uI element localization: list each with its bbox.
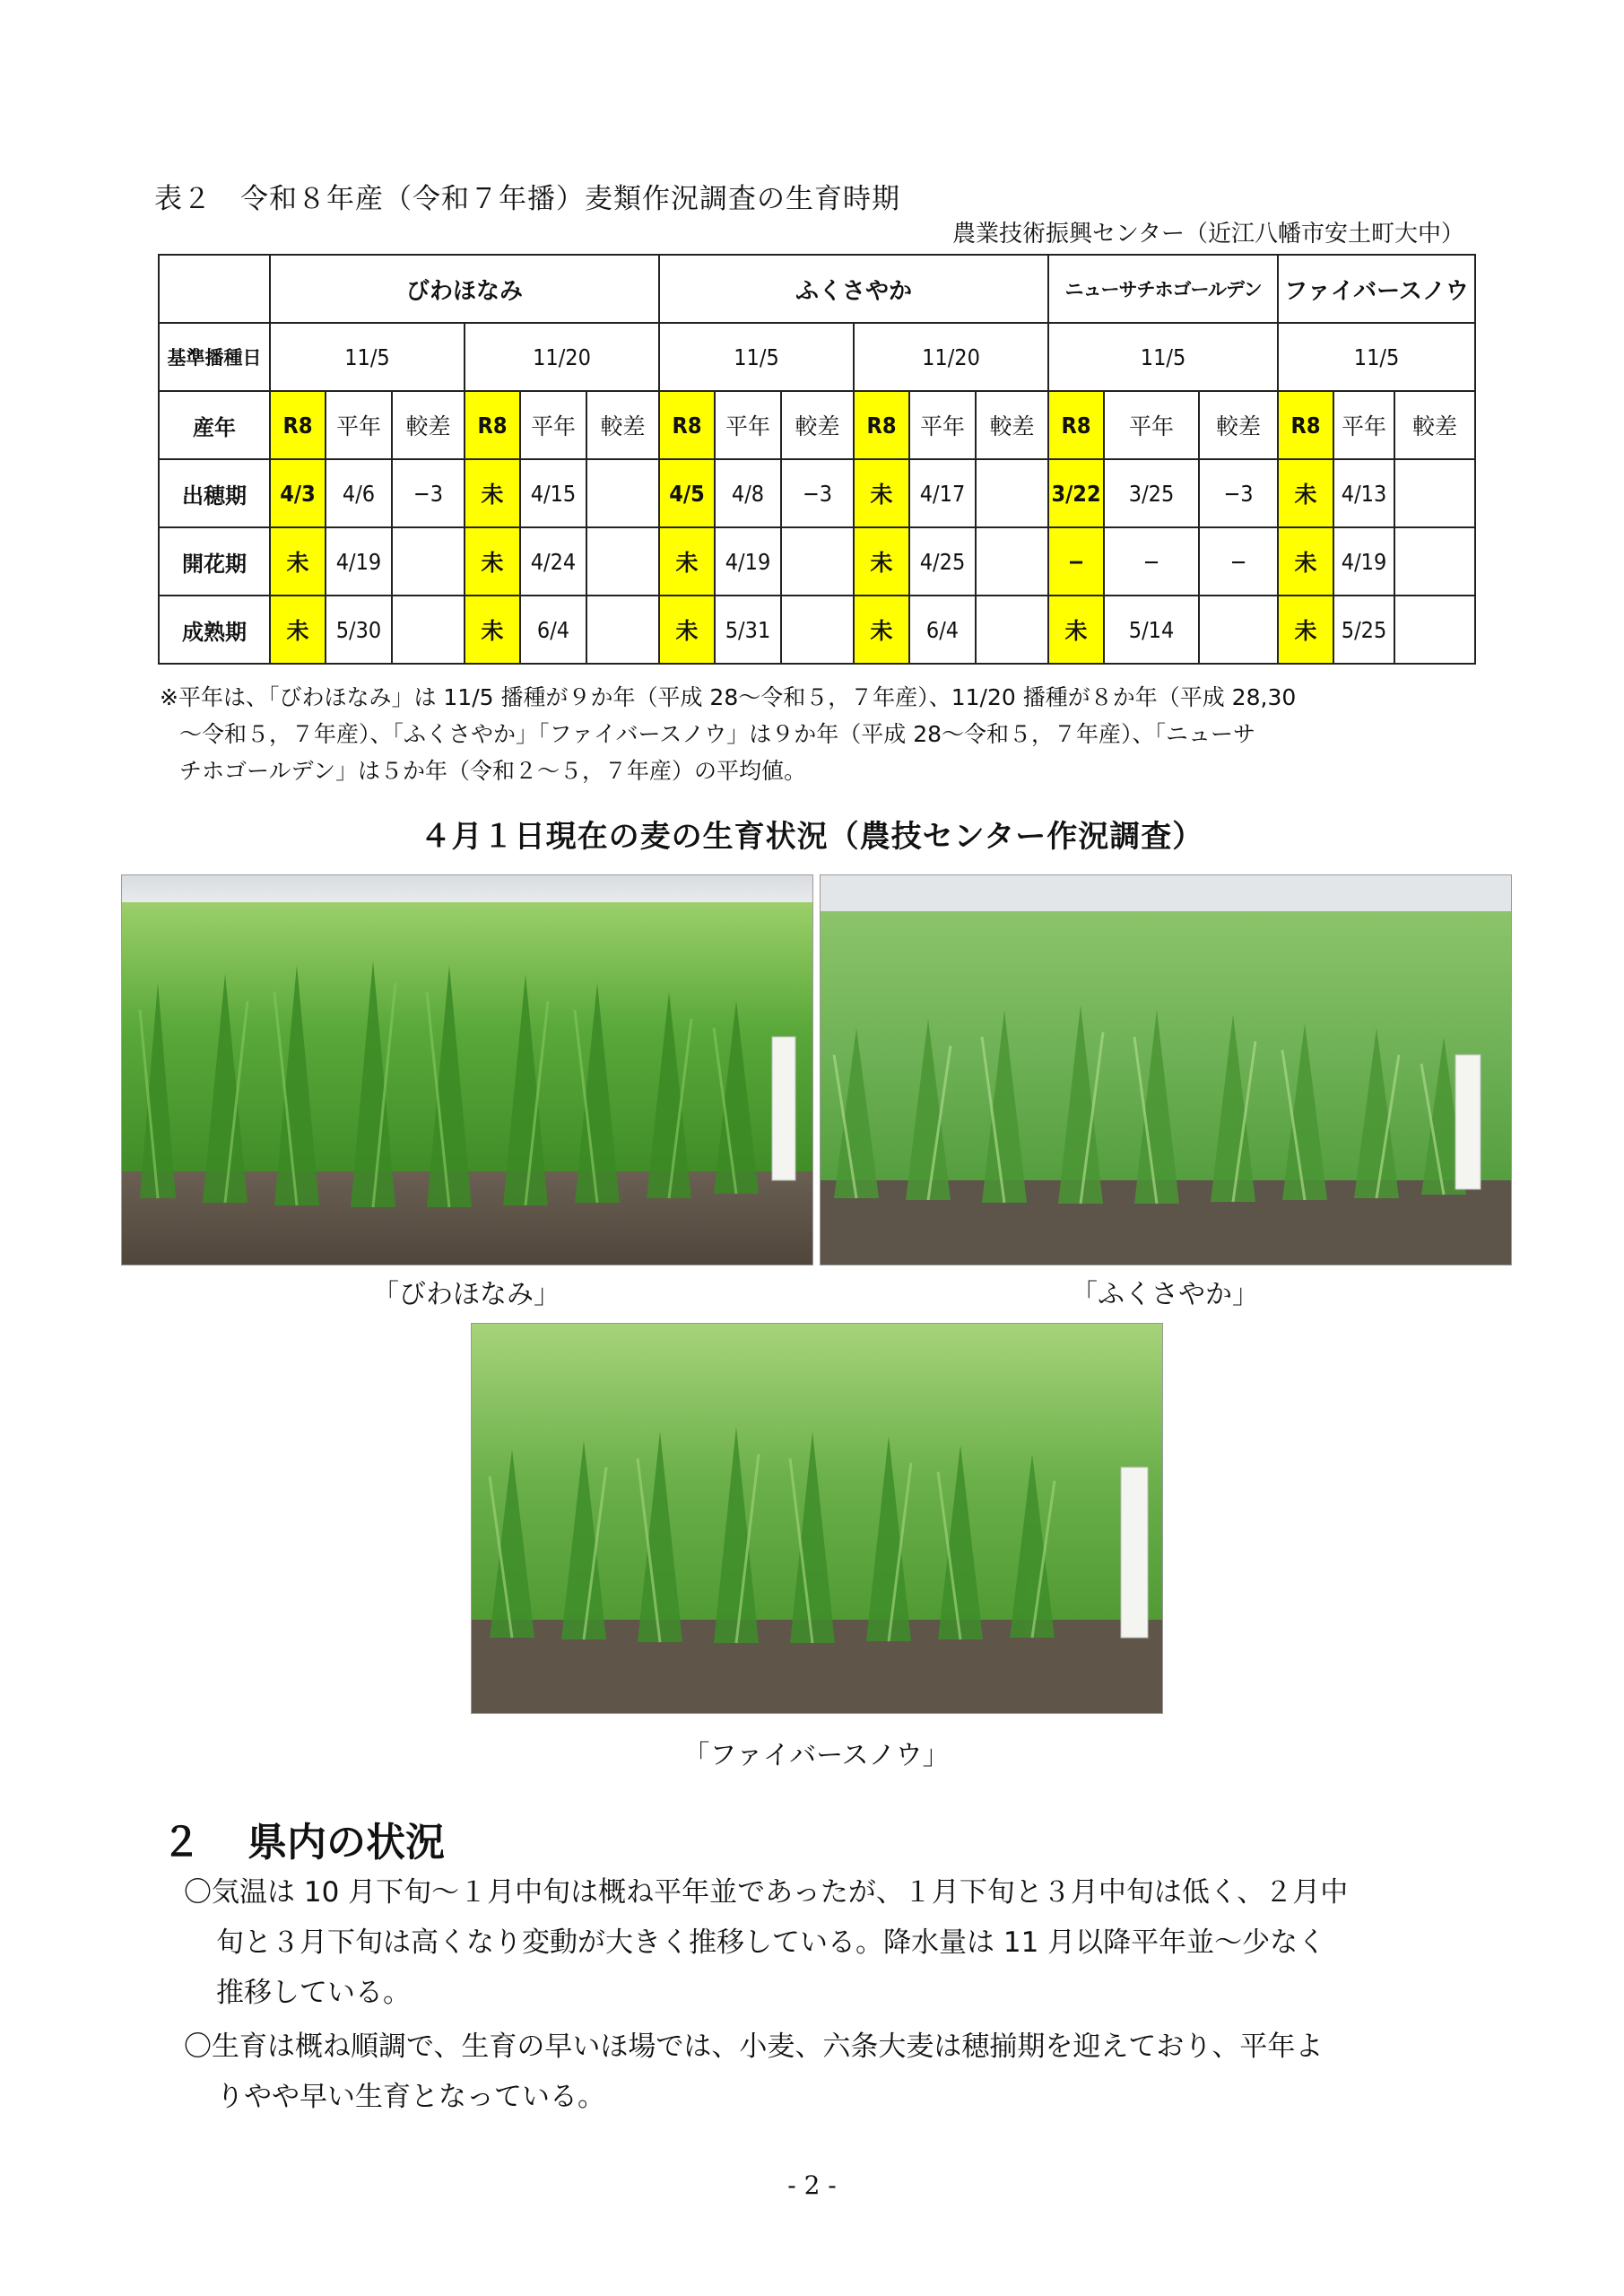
difference-value-cell bbox=[392, 527, 465, 596]
col-header-difference: 較差 bbox=[586, 391, 659, 459]
col-header-average: 平年 bbox=[909, 391, 976, 459]
average-value-cell: 5/25 bbox=[1333, 596, 1394, 664]
difference-value-cell bbox=[1394, 459, 1475, 527]
sowing-date: 11/20 bbox=[465, 323, 659, 391]
average-value-cell: 4/17 bbox=[909, 459, 976, 527]
average-value-cell: 6/4 bbox=[520, 596, 586, 664]
col-header-average: 平年 bbox=[1104, 391, 1199, 459]
note-line: チホゴールデン」は５か年（令和２〜５，７年産）の平均値。 bbox=[179, 758, 807, 784]
corner-cell bbox=[159, 255, 270, 323]
year-header-row bbox=[159, 391, 1475, 459]
r8-value-cell: 未 bbox=[1048, 596, 1104, 664]
col-header-r8: R8 bbox=[1278, 391, 1333, 459]
difference-value-cell bbox=[976, 459, 1048, 527]
r8-value-cell: 未 bbox=[1278, 459, 1333, 527]
r8-value-cell: 未 bbox=[854, 596, 909, 664]
note-line: 〜令和５，７年産）、「ふくさやか」「ファイバースノウ」は９か年（平成 28〜令和５，７年産）、「ニューサ bbox=[179, 721, 1256, 747]
r8-value-cell: 未 bbox=[854, 459, 909, 527]
average-value-cell: 4/15 bbox=[520, 459, 586, 527]
r8-value-cell: 4/3 bbox=[270, 459, 326, 527]
average-value-cell: 4/13 bbox=[1333, 459, 1394, 527]
r8-value-cell: 未 bbox=[270, 596, 326, 664]
paragraph-line: 推移している。 bbox=[216, 1977, 411, 2009]
cultivar-fiber-snow: ファイバースノウ bbox=[1278, 255, 1475, 323]
col-header-r8: R8 bbox=[465, 391, 520, 459]
cultivar-header-row bbox=[159, 255, 1475, 323]
col-header-average: 平年 bbox=[520, 391, 586, 459]
difference-value-cell: −3 bbox=[392, 459, 465, 527]
difference-value-cell bbox=[1394, 527, 1475, 596]
average-value-cell: 4/6 bbox=[326, 459, 392, 527]
row-label: 開花期 bbox=[159, 527, 270, 596]
difference-value-cell bbox=[976, 596, 1048, 664]
difference-value-cell bbox=[1199, 596, 1278, 664]
row-label: 成熟期 bbox=[159, 596, 270, 664]
paragraph-line: りやや早い生育となっている。 bbox=[216, 2081, 605, 2113]
paragraph-line: 〇生育は概ね順調で、生育の早いほ場では、小麦、六条大麦は穂揃期を迎えており、平年よ bbox=[184, 2031, 1324, 2063]
col-header-r8: R8 bbox=[270, 391, 326, 459]
col-header-r8: R8 bbox=[659, 391, 715, 459]
difference-value-cell bbox=[586, 459, 659, 527]
sowing-date-row bbox=[159, 323, 1475, 391]
note-line: ※平年は、「びわほなみ」は 11/5 播種が９か年（平成 28〜令和５，７年産）、11/20 播種が８か年（平成 28,30 bbox=[160, 684, 1297, 710]
col-header-difference: 較差 bbox=[781, 391, 854, 459]
table-note bbox=[160, 679, 1478, 789]
paragraph-growth bbox=[184, 2022, 1484, 2122]
average-value-cell: 3/25 bbox=[1104, 459, 1199, 527]
difference-value-cell: − bbox=[1199, 527, 1278, 596]
photo-biwahonami bbox=[121, 874, 813, 1265]
difference-value-cell: −3 bbox=[781, 459, 854, 527]
col-header-r8: R8 bbox=[854, 391, 909, 459]
cultivar-biwahonami: びわほなみ bbox=[270, 255, 659, 323]
difference-value-cell bbox=[586, 596, 659, 664]
average-value-cell: 6/4 bbox=[909, 596, 976, 664]
r8-value-cell: − bbox=[1048, 527, 1104, 596]
photo-caption-fiber-snow: 「ファイバースノウ」 bbox=[682, 1740, 950, 1771]
col-header-average: 平年 bbox=[715, 391, 781, 459]
average-value-cell: 4/8 bbox=[715, 459, 781, 527]
difference-value-cell bbox=[1394, 596, 1475, 664]
photo-caption-biwahonami: 「びわほなみ」 bbox=[372, 1279, 560, 1310]
r8-value-cell: 未 bbox=[465, 596, 520, 664]
r8-value-cell: 未 bbox=[659, 527, 715, 596]
average-value-cell: 5/30 bbox=[326, 596, 392, 664]
cultivar-new-sachiho-golden: ニューサチホゴールデン bbox=[1048, 255, 1278, 323]
average-value-cell: 4/25 bbox=[909, 527, 976, 596]
difference-value-cell bbox=[781, 527, 854, 596]
section-title: 県内の状況 bbox=[248, 1820, 445, 1866]
paragraph-line: 旬と３月下旬は高くなり変動が大きく推移している。降水量は 11 月以降平年並〜少なく bbox=[216, 1926, 1326, 1959]
col-header-difference: 較差 bbox=[1199, 391, 1278, 459]
growth-stage-table bbox=[158, 254, 1476, 665]
table-row-heading bbox=[159, 459, 1475, 527]
difference-value-cell bbox=[392, 596, 465, 664]
r8-value-cell: 未 bbox=[854, 527, 909, 596]
table-source: 農業技術振興センター（近江八幡市安土町大中） bbox=[952, 221, 1464, 248]
page-number: - 2 - bbox=[787, 2170, 837, 2200]
col-header-average: 平年 bbox=[1333, 391, 1394, 459]
r8-value-cell: 3/22 bbox=[1048, 459, 1104, 527]
difference-value-cell: −3 bbox=[1199, 459, 1278, 527]
photo-section-title: ４月１日現在の麦の生育状況（農技センター作況調査） bbox=[420, 819, 1204, 855]
cultivar-fukusayaka: ふくさやか bbox=[659, 255, 1048, 323]
sowing-date: 11/20 bbox=[854, 323, 1048, 391]
sowing-date: 11/5 bbox=[659, 323, 854, 391]
average-value-cell: − bbox=[1104, 527, 1199, 596]
section-heading bbox=[161, 1810, 445, 1867]
year-label: 産年 bbox=[159, 391, 270, 459]
difference-value-cell bbox=[586, 527, 659, 596]
r8-value-cell: 4/5 bbox=[659, 459, 715, 527]
difference-value-cell bbox=[781, 596, 854, 664]
col-header-r8: R8 bbox=[1048, 391, 1104, 459]
r8-value-cell: 未 bbox=[1278, 527, 1333, 596]
average-value-cell: 5/31 bbox=[715, 596, 781, 664]
sowing-date: 11/5 bbox=[270, 323, 465, 391]
paragraph-weather bbox=[184, 1867, 1484, 2018]
paragraph-line: 〇気温は 10 月下旬〜１月中旬は概ね平年並であったが、１月下旬と３月中旬は低く、２月中 bbox=[184, 1876, 1349, 1909]
difference-value-cell bbox=[976, 527, 1048, 596]
r8-value-cell: 未 bbox=[270, 527, 326, 596]
row-label: 出穂期 bbox=[159, 459, 270, 527]
table-title: 表２ 令和８年産（令和７年播）麦類作況調査の生育時期 bbox=[154, 183, 900, 215]
average-value-cell: 4/19 bbox=[715, 527, 781, 596]
col-header-average: 平年 bbox=[326, 391, 392, 459]
sowing-date: 11/5 bbox=[1278, 323, 1475, 391]
average-value-cell: 4/19 bbox=[326, 527, 392, 596]
average-value-cell: 4/19 bbox=[1333, 527, 1394, 596]
average-value-cell: 5/14 bbox=[1104, 596, 1199, 664]
table-row-flowering bbox=[159, 527, 1475, 596]
r8-value-cell: 未 bbox=[465, 459, 520, 527]
photo-fiber-snow bbox=[471, 1323, 1163, 1714]
sowing-date: 11/5 bbox=[1048, 323, 1278, 391]
col-header-difference: 較差 bbox=[976, 391, 1048, 459]
col-header-difference: 較差 bbox=[1394, 391, 1475, 459]
r8-value-cell: 未 bbox=[1278, 596, 1333, 664]
col-header-difference: 較差 bbox=[392, 391, 465, 459]
r8-value-cell: 未 bbox=[659, 596, 715, 664]
table-row-maturity bbox=[159, 596, 1475, 664]
section-number: ２ bbox=[161, 1820, 201, 1866]
photo-caption-fukusayaka: 「ふくさやか」 bbox=[1071, 1279, 1259, 1310]
average-value-cell: 4/24 bbox=[520, 527, 586, 596]
r8-value-cell: 未 bbox=[465, 527, 520, 596]
sowing-date-label: 基準播種日 bbox=[159, 323, 270, 391]
photo-fukusayaka bbox=[820, 874, 1512, 1265]
